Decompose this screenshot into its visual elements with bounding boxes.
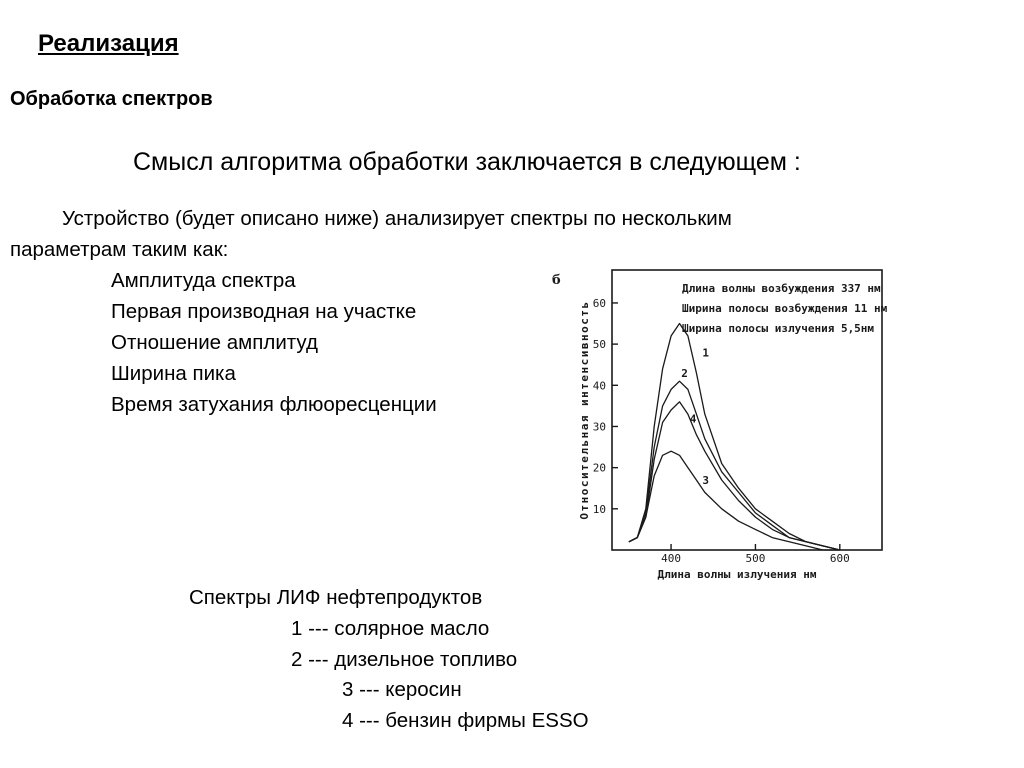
y-tick-label: 50 bbox=[592, 338, 606, 352]
y-tick-label: 60 bbox=[592, 296, 606, 310]
x-tick-label: 500 bbox=[745, 552, 766, 565]
series-label-3: 3 bbox=[702, 474, 709, 488]
chart-series bbox=[629, 324, 840, 551]
series-label-2: 2 bbox=[681, 367, 688, 381]
x-tick-label: 600 bbox=[829, 552, 850, 565]
slide-title: Реализация bbox=[38, 30, 179, 57]
parameter-item: Ширина пика bbox=[111, 362, 236, 385]
annotation-text: Ширина полосы излучения 5,5нм bbox=[682, 322, 875, 335]
series-line-2 bbox=[629, 381, 840, 550]
chart-ticks bbox=[593, 297, 850, 565]
series-line-4 bbox=[629, 402, 840, 550]
legend-item: 3 --- керосин bbox=[342, 678, 462, 701]
legend-item: 1 --- солярное масло bbox=[291, 617, 490, 640]
legend-item: 4 --- бензин фирмы ESSO bbox=[342, 709, 589, 732]
parameter-item: Время затухания флюоресценции bbox=[111, 393, 437, 416]
description-line-2: параметрам таким как: bbox=[10, 238, 229, 261]
y-tick-label: 10 bbox=[592, 502, 606, 516]
y-tick-label: 40 bbox=[592, 379, 606, 393]
series-line-1 bbox=[629, 324, 840, 551]
panel-label: б bbox=[552, 273, 561, 288]
legend-item: 2 --- дизельное топливо bbox=[291, 648, 518, 671]
intro-text: Смысл алгоритма обработки заключается в следующем : bbox=[133, 148, 801, 176]
series-label-1: 1 bbox=[702, 346, 709, 360]
parameter-item: Первая производная на участке bbox=[111, 300, 417, 323]
series-label-4: 4 bbox=[689, 412, 697, 426]
annotation-text: Длина волны возбуждения 337 нм bbox=[682, 282, 881, 295]
y-tick-label: 20 bbox=[592, 461, 606, 475]
x-axis-label: Длина волны излучения нм bbox=[657, 568, 817, 581]
annotation-text: Ширина полосы возбуждения 11 нм bbox=[682, 302, 888, 315]
caption-title: Спектры ЛИФ нефтепродуктов bbox=[189, 586, 483, 609]
parameter-item: Амплитуда спектра bbox=[111, 269, 296, 292]
parameter-item: Отношение амплитуд bbox=[111, 331, 318, 354]
y-axis-label: Относительная интенсивность bbox=[578, 300, 591, 520]
series-line-3 bbox=[629, 451, 840, 550]
spectra-chart bbox=[540, 258, 900, 588]
description-line-1: Устройство (будет описано ниже) анализирует спектры по нескольким bbox=[62, 207, 732, 230]
x-tick-label: 400 bbox=[661, 552, 681, 565]
y-tick-label: 30 bbox=[592, 420, 606, 434]
section-title: Обработка спектров bbox=[10, 88, 213, 110]
